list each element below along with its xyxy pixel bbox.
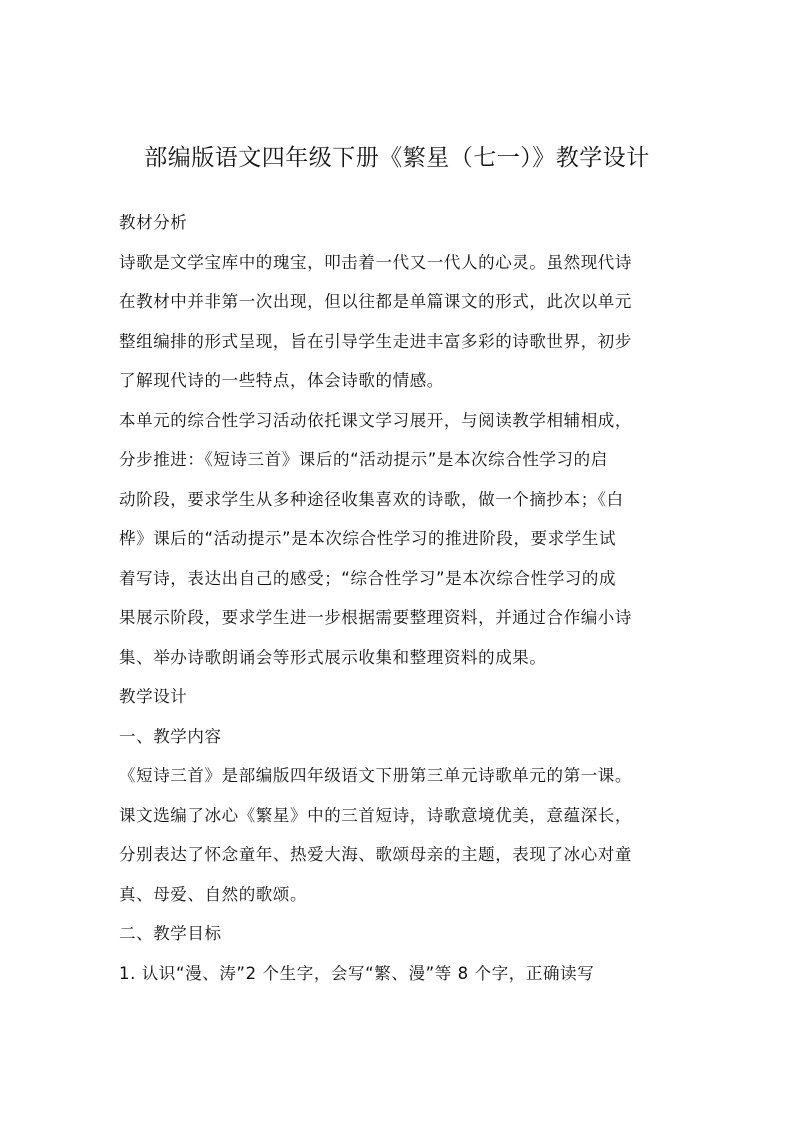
- paragraph-line: 分别表达了怀念童年、热爱大海、歌颂母亲的主题，表现了冰心对童: [119, 845, 632, 864]
- paragraph-line: 1. 认识“漫、涛”2 个生字，会写“繁、漫”等 8 个字，正确读写: [119, 963, 595, 983]
- paragraph-line: 真、母爱、自然的歌颂。: [119, 884, 308, 904]
- paragraph-line: 动阶段，要求学生从多种途径收集喜欢的诗歌，做一个摘抄本；《白: [119, 489, 624, 509]
- document-title: 部编版语文四年级下册《繁星（七一）》教学设计: [144, 145, 650, 171]
- paragraph-line: 整组编排的形式呈现，旨在引导学生走进丰富多彩的诗歌世界，初步: [119, 331, 632, 351]
- section-heading: 教学设计: [119, 687, 188, 706]
- paragraph-line: 集、举办诗歌朗诵会等形式展示收集和整理资料的成果。: [119, 647, 547, 667]
- paragraph-line: 本单元的综合性学习活动依托课文学习展开，与阅读教学相辅相成，: [119, 410, 632, 430]
- paragraph-line: 诗歌是文学宝库中的瑰宝，叩击着一代又一代人的心灵。虽然现代诗: [119, 252, 632, 272]
- paragraph-line: 分步推进：《短诗三首》课后的“活动提示”是本次综合性学习的启: [119, 450, 608, 469]
- paragraph-line: 在教材中并非第一次出现，但以往都是单篇课文的形式，此次以单元: [119, 292, 632, 311]
- paragraph-line: 《短诗三首》是部编版四年级语文下册第三单元诗歌单元的第一课。: [119, 766, 632, 785]
- paragraph-line: 着写诗，表达出自己的感受；“综合性学习”是本次综合性学习的成: [119, 568, 617, 588]
- subsection-heading: 一、教学内容: [119, 726, 222, 746]
- document-body: [119, 203, 691, 993]
- paragraph-line: 课文选编了冰心《繁星》中的三首短诗，诗歌意境优美，意蕴深长，: [119, 805, 632, 825]
- subsection-heading: 二、教学目标: [119, 924, 222, 943]
- paragraph-line: 了解现代诗的一些特点，体会诗歌的情感。: [119, 371, 444, 390]
- paragraph-line: 果展示阶段，要求学生进一步根据需要整理资料，并通过合作编小诗: [119, 608, 632, 627]
- section-heading: 教材分析: [119, 213, 188, 232]
- paragraph-line: 桦》课后的“活动提示”是本次综合性学习的推进阶段，要求学生试: [119, 529, 617, 548]
